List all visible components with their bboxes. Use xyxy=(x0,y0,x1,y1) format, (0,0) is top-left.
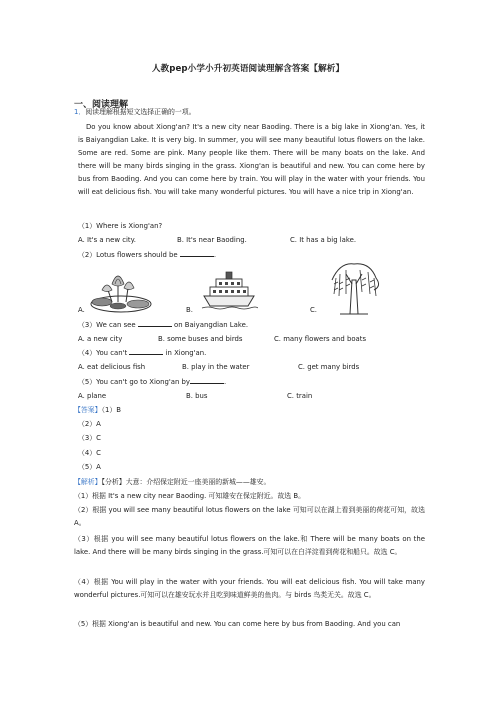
section-heading: 一、阅读理解 xyxy=(74,100,129,110)
analysis-intro: 【解析】【分析】大意：介绍保定附近一座美丽的新城——雄安。 xyxy=(74,478,271,486)
question-5-option-a: A. plane xyxy=(78,392,107,400)
question-1-option-b: B. It's near Baoding. xyxy=(177,236,247,244)
lotus-flowers-image xyxy=(88,262,154,314)
question-3-stem: （3）We can see on Baiyangdian Lake. xyxy=(78,321,249,329)
answer-blank xyxy=(180,249,214,257)
question-5-option-c: C. train xyxy=(287,392,313,400)
explanation-5: （5）根据 Xiong'an is beautiful and new. You can come here by bus from Baoding. And you can xyxy=(74,620,401,628)
question-3-option-a: A. a new city xyxy=(78,335,123,343)
analysis-tag: 【解析】 xyxy=(74,478,102,486)
boat-image xyxy=(200,270,258,312)
answer-blank xyxy=(138,319,172,327)
question-5-stem: （5）You can't go to Xiong'an by . xyxy=(78,378,227,386)
question-number: 1． xyxy=(74,108,86,116)
question-2-stem: （2）Lotus flowers should be . xyxy=(78,251,217,259)
explanation-1: （1）根据 It's a new city near Baoding. 可知雄安在保定附近。故选 B。 xyxy=(74,492,305,500)
question-4-option-a: A. eat delicious fish xyxy=(78,363,146,371)
answer-5: （5）A xyxy=(78,463,101,471)
tree-image xyxy=(326,260,382,316)
explanation-4: （4）根据 You will play in the water with your friends. You will eat delicious fish. You will take many wonderful pictures.可知可以在雄安玩水并且吃到味道鲜美的鱼肉。与 birds 鸟类无关。故选 C。 xyxy=(74,578,425,600)
answer-blank xyxy=(129,347,163,355)
question-instruction-line xyxy=(74,106,196,119)
page-title: 人教pep小学小升初英语阅读理解含答案【解析】 xyxy=(151,64,345,74)
answer-2: （2）A xyxy=(78,420,101,428)
question-2-option-a: A. xyxy=(78,306,85,314)
question-1-option-a: A. It's a new city. xyxy=(78,236,136,244)
answer-tag: 【答案】 xyxy=(74,406,102,414)
question-4-option-b: B. play in the water xyxy=(182,363,250,371)
question-1-stem: （1）Where is Xiong'an? xyxy=(78,222,163,230)
answer-4: （4）C xyxy=(78,449,101,457)
question-2-option-c: C. xyxy=(310,306,318,314)
question-4-option-c: C. get many birds xyxy=(298,363,360,371)
explanation-3: （3）根据 you will see many beautiful lotus flowers on the lake.和 There will be many boats on the lake. And there will be many birds singing in the grass.可知可以在白洋淀看到荷花和船只。故选 C。 xyxy=(74,535,425,557)
answer-1: （1）B xyxy=(101,406,122,414)
question-2-option-b: B. xyxy=(186,306,193,314)
reading-passage: Do you know about Xiong'an? It's a new city near Baoding. There is a big lake in Xiong'an. Yes, it is Baiyangdian Lake. It is very big. In summer, you will see many beautiful lotus flowers on the lake. Some are red. Some are pink. Many people like them. There will be many boats on the lake. And there will be many birds singing in the grass. Xiong'an is beautiful and new. You can come here by bus from Baoding. And you can come here by train. You will play in the water with your friends. You will eat delicious fish. You will take many wonderful pictures. You will have a nice trip in Xiong'an. xyxy=(78,123,425,197)
question-instruction: 阅读理解根据短文选择正确的一项。 xyxy=(85,108,196,116)
question-5-option-b: B. bus xyxy=(186,392,208,400)
question-4-stem: （4）You can't in Xiong'an. xyxy=(78,349,207,357)
analysis-subtag: 【分析】 xyxy=(101,478,126,486)
question-3-option-b: B. some buses and birds xyxy=(158,335,243,343)
question-1-option-c: C. It has a big lake. xyxy=(290,236,357,244)
answer-line xyxy=(74,404,121,417)
question-3-option-c: C. many flowers and boats xyxy=(274,335,367,343)
answer-3: （3）C xyxy=(78,434,101,442)
explanation-2: （2）根据 you will see many beautiful lotus flowers on the lake 可知可以在湖上看到美丽的荷花可知，故选 A。 xyxy=(74,506,425,528)
answer-blank xyxy=(190,376,224,384)
